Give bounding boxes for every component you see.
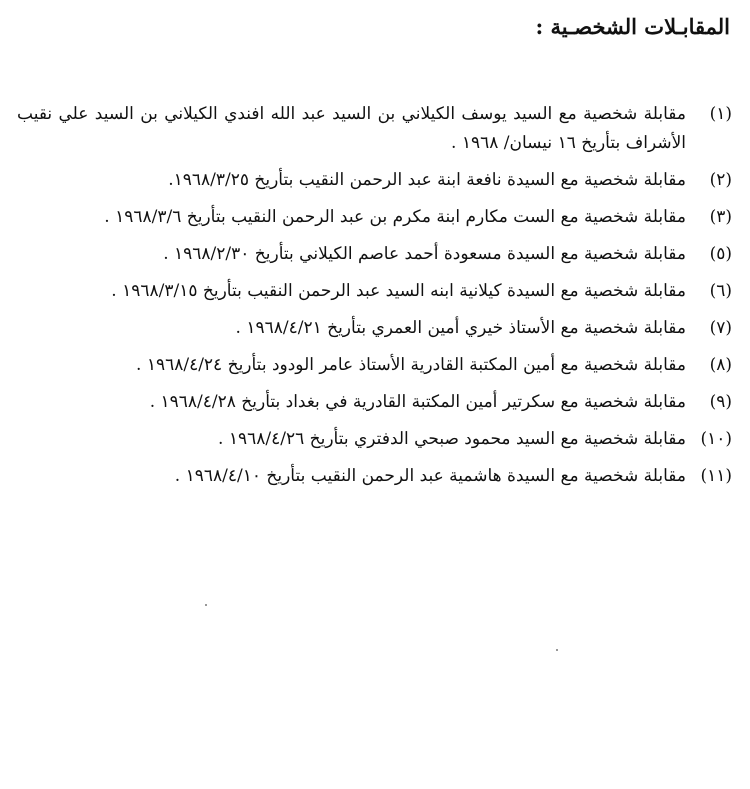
interview-entry: [17, 166, 732, 195]
entry-number: (٢): [709, 170, 732, 190]
entry-text: مقابلة شخصية مع السيدة مسعودة أحمد عاصم الكيلاني بتأريخ ١٩٦٨/٢/٣٠ .: [163, 244, 686, 264]
interview-entry: [17, 425, 732, 454]
interview-entry: [17, 277, 732, 306]
entry-number: (٦): [709, 281, 732, 301]
interview-entry: [17, 351, 732, 380]
entry-number: (٥): [709, 244, 732, 264]
entry-text: مقابلة شخصية مع سكرتير أمين المكتبة القادرية في بغداد بتأريخ ١٩٦٨/٤/٢٨ .: [149, 392, 686, 412]
interview-list: [17, 100, 732, 499]
entry-number: (٣): [709, 207, 732, 227]
entry-number: (٩): [709, 392, 732, 412]
entry-text: مقابلة شخصية مع أمين المكتبة القادرية الأستاذ عامر الودود بتأريخ ١٩٦٨/٤/٢٤ .: [136, 355, 686, 375]
interview-entry: [17, 203, 732, 232]
entry-text: مقابلة شخصية مع السيد محمود صبحي الدفتري بتأريخ ١٩٦٨/٤/٢٦ .: [218, 429, 686, 449]
entry-number: (٧): [709, 318, 732, 338]
entry-text: مقابلة شخصية مع السيد يوسف الكيلاني بن السيد عبد الله افندي الكيلاني بن السيد علي نقيب الأشراف بتأريخ ١٦ نيسان/ ١٩٦٨ .: [17, 104, 686, 153]
entry-number: (٨): [709, 355, 732, 375]
entry-text: مقابلة شخصية مع الأستاذ خيري أمين العمري بتأريخ ١٩٦٨/٤/٢١ .: [235, 318, 686, 338]
scan-speck: [205, 604, 207, 606]
entry-text: مقابلة شخصية مع الست مكارم ابنة مكرم بن عبد الرحمن النقيب بتأريخ ١٩٦٨/٣/٦ .: [104, 207, 686, 227]
interview-entry: [17, 462, 732, 491]
entry-number: (١): [709, 104, 732, 124]
interview-entry: [17, 388, 732, 417]
entry-number: (١١): [700, 466, 732, 486]
interview-entry: [17, 240, 732, 269]
scan-speck: [556, 649, 558, 651]
entry-text: مقابلة شخصية مع السيدة كيلانية ابنه السيد عبد الرحمن النقيب بتأريخ ١٩٦٨/٣/١٥ .: [111, 281, 686, 301]
entry-text: مقابلة شخصية مع السيدة هاشمية عبد الرحمن النقيب بتأريخ ١٩٦٨/٤/١٠ .: [174, 466, 686, 486]
entry-text: مقابلة شخصية مع السيدة نافعة ابنة عبد الرحمن النقيب بتأريخ ١٩٦٨/٣/٢٥.: [168, 170, 686, 190]
entry-number: (١٠): [700, 429, 732, 449]
interview-entry: [17, 100, 732, 158]
interview-entry: [17, 314, 732, 343]
section-heading: المقابـلات الشخصـية :: [535, 14, 730, 39]
